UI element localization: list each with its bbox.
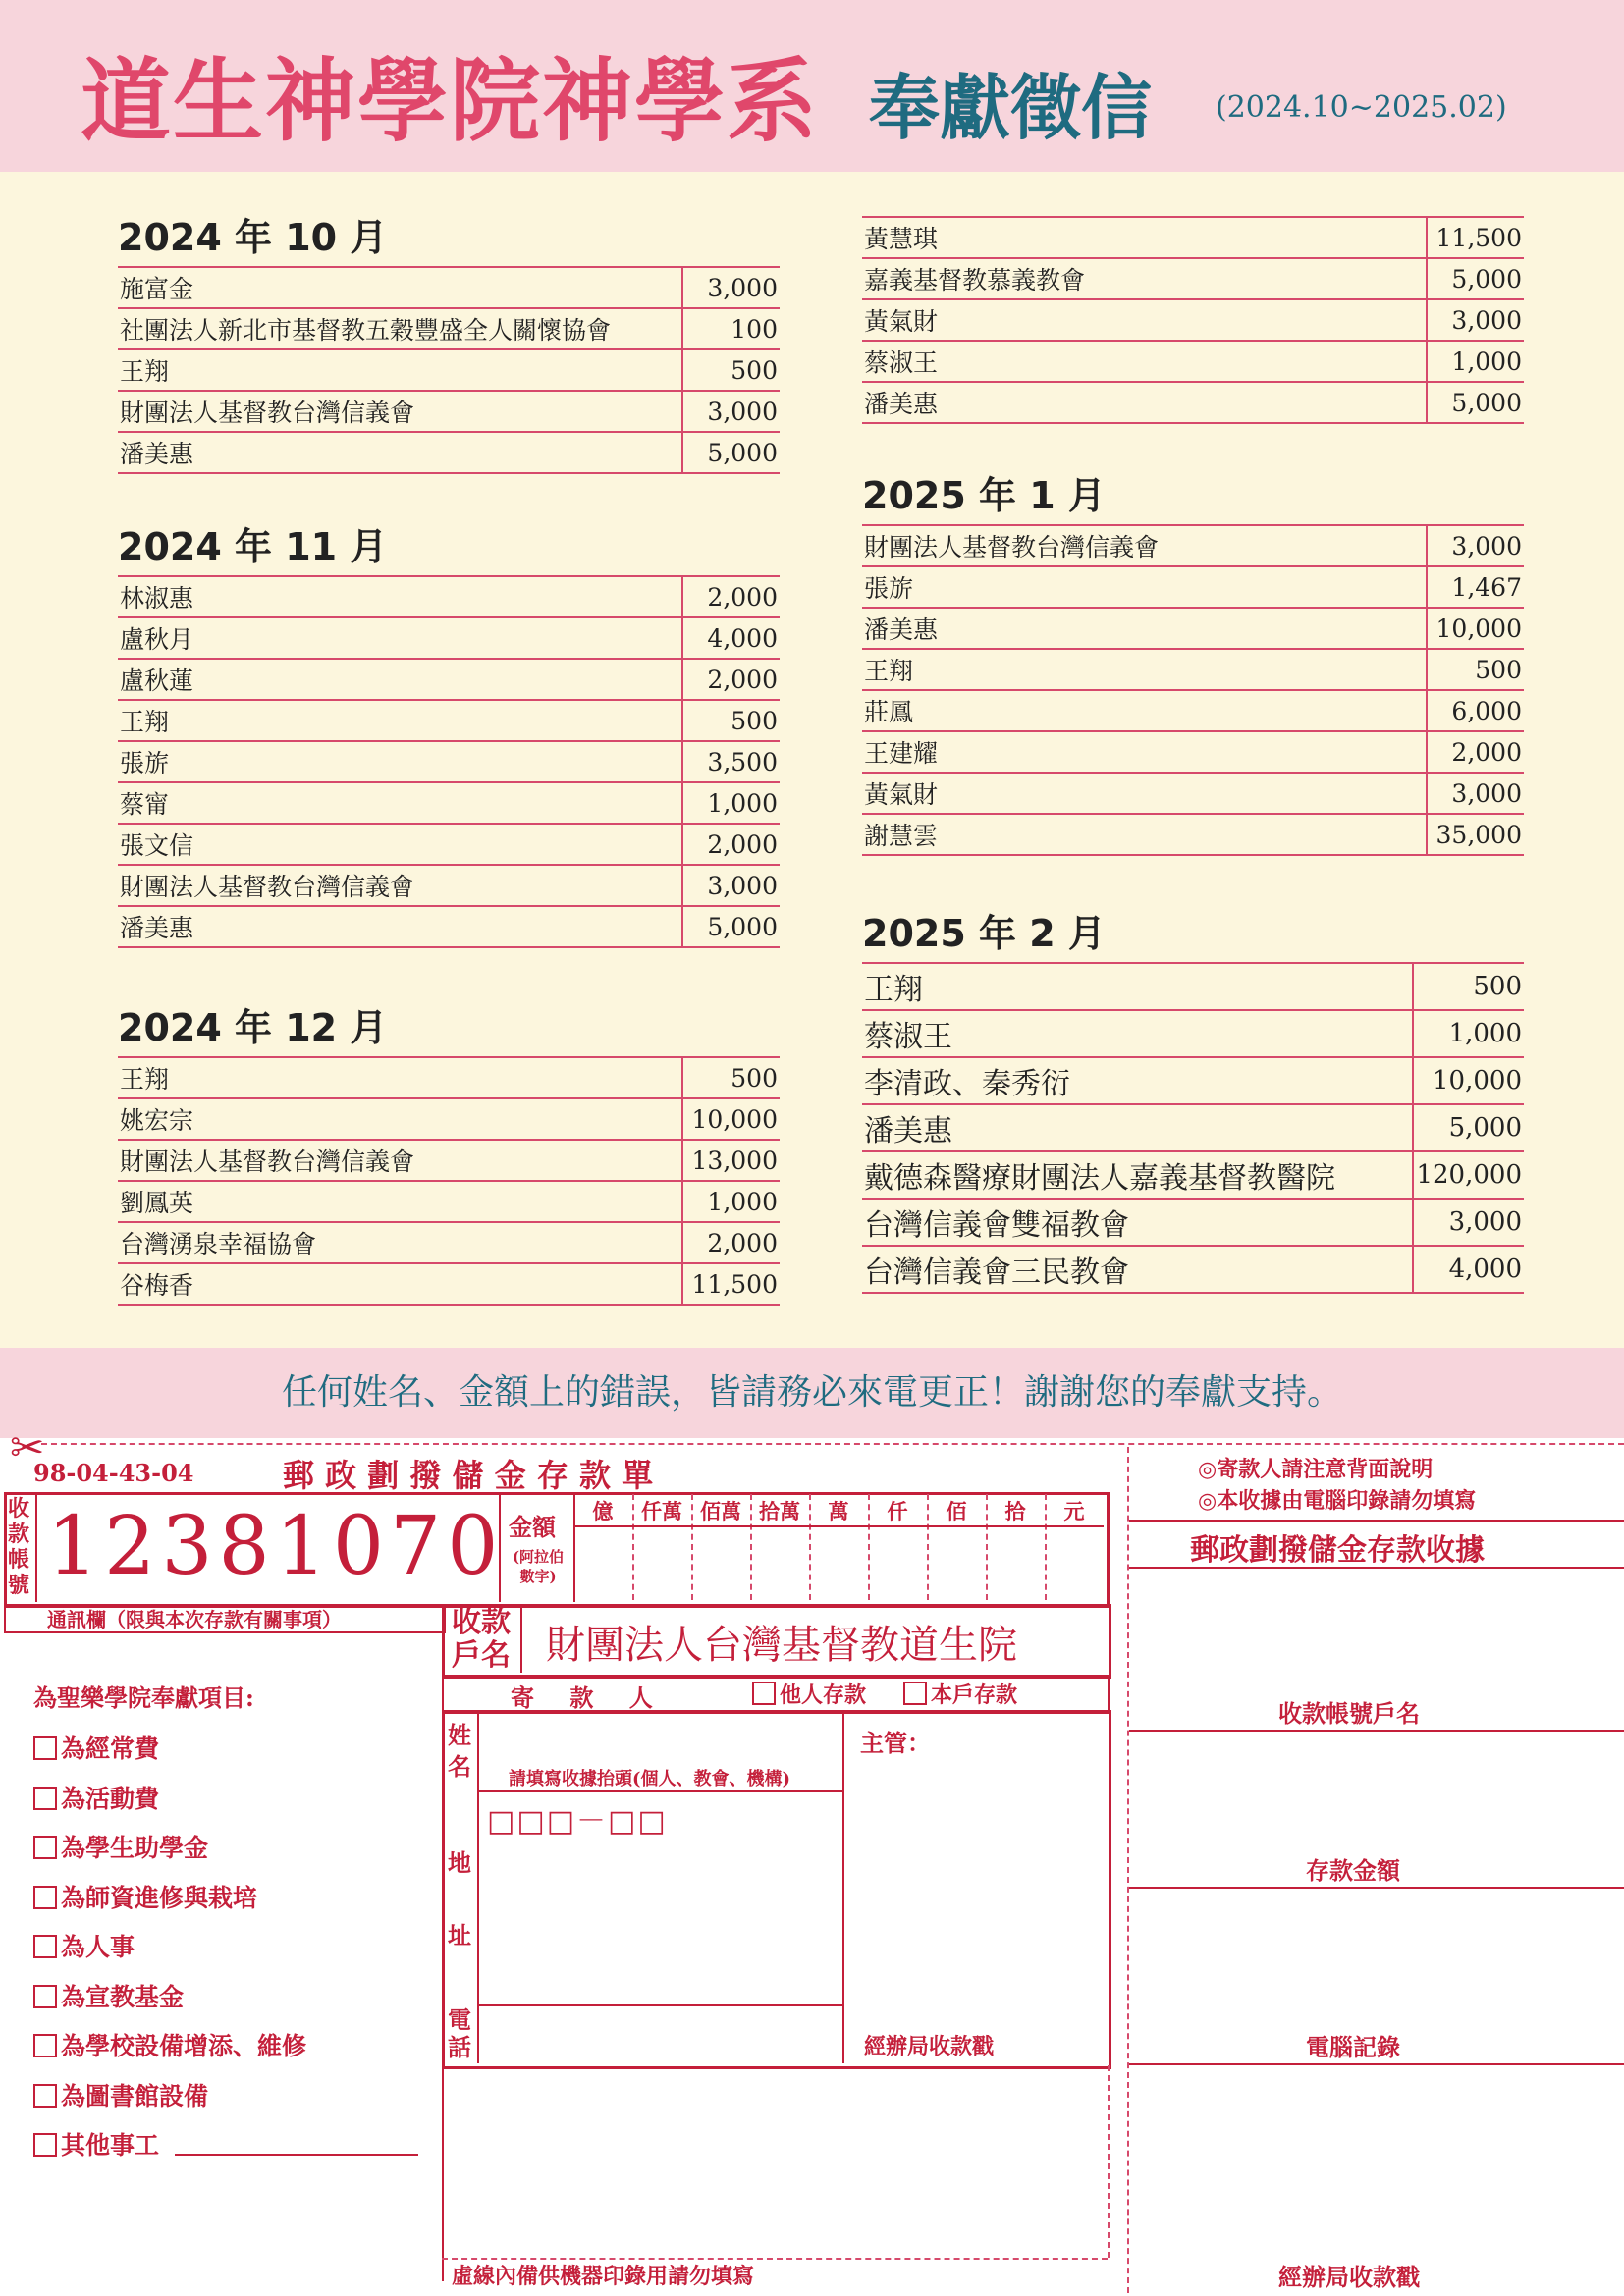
donor-name: 盧秋月	[118, 617, 682, 659]
donor-name: 莊鳳	[862, 690, 1427, 731]
month-section	[862, 216, 1524, 424]
address-divider	[479, 2004, 842, 2006]
date-range: (2024.10~2025.02)	[1216, 90, 1507, 125]
stamp-label: 經辦局收款戳	[864, 2034, 995, 2059]
receipt-amount-label: 存款金額	[1306, 1856, 1400, 1885]
depositor-box	[442, 1710, 1111, 2069]
digit-unit-label: 佰	[946, 1499, 967, 1523]
donation-amount: 100	[682, 308, 780, 349]
donation-row	[862, 608, 1524, 649]
machine-note: 虛線內備供機器印錄用請勿填寫	[452, 2264, 755, 2289]
purpose-label: 為學生助學金	[61, 1834, 209, 1862]
purpose-label: 為宣教基金	[61, 1982, 185, 2011]
donation-amount: 1,000	[682, 782, 780, 824]
amount-digit-cell[interactable]	[927, 1525, 986, 1598]
month-section	[862, 897, 1524, 1294]
supervisor-label: 主管：	[860, 1729, 931, 1757]
donation-row	[118, 700, 780, 741]
digit-divider	[691, 1494, 693, 1600]
receipt-line-1	[1129, 1520, 1624, 1522]
name-divider	[479, 1790, 842, 1792]
donor-name: 張旂	[118, 741, 682, 782]
digit-divider	[750, 1494, 752, 1600]
purpose-checkbox[interactable]	[33, 2084, 57, 2108]
postal-code-boxes[interactable]: □□□－□□	[487, 1804, 668, 1839]
donation-amount: 1,467	[1427, 566, 1524, 608]
digit-unit-label: 億	[592, 1499, 614, 1523]
month-heading: 2024 年 12 月	[118, 1006, 388, 1049]
address-label-2: 址	[448, 1921, 471, 1949]
donation-row	[862, 963, 1524, 1010]
donor-name: 台灣信義會雙福教會	[862, 1199, 1413, 1246]
page-subtitle: 奉獻徵信	[869, 66, 1153, 149]
donation-amount: 10,000	[682, 1098, 780, 1140]
purpose-option[interactable]	[33, 1780, 159, 1815]
month-section	[118, 510, 780, 948]
month-heading: 2024 年 11 月	[118, 525, 388, 568]
digit-unit-label: 佰萬	[700, 1499, 741, 1523]
donation-row	[118, 1181, 780, 1222]
donor-name: 王翔	[118, 349, 682, 391]
donation-row	[118, 1057, 780, 1098]
donation-row	[862, 1151, 1524, 1199]
machine-area-right	[1108, 2065, 1110, 2258]
correction-notice: 任何姓名、金額上的錯誤，皆請務必來電更正！謝謝您的奉獻支持。	[281, 1372, 1342, 1413]
donation-row	[118, 1140, 780, 1181]
donation-row	[118, 1222, 780, 1263]
receipt-line-4	[1129, 1887, 1624, 1889]
amount-digit-cell[interactable]	[986, 1525, 1045, 1598]
donation-amount: 11,500	[1427, 217, 1524, 258]
purpose-option[interactable]	[33, 2077, 208, 2112]
donation-row	[862, 773, 1524, 814]
donation-amount: 2,000	[1427, 731, 1524, 773]
donation-table	[862, 962, 1524, 1294]
donation-row	[862, 258, 1524, 299]
donation-table	[118, 266, 780, 474]
own-deposit-label: 本戶存款	[931, 1682, 1018, 1708]
amount-digit-cell[interactable]	[809, 1525, 868, 1598]
purpose-label: 為經常費	[61, 1735, 160, 1763]
receipt-hint: 請填寫收據抬頭(個人、教會、機構)	[509, 1769, 791, 1789]
donation-row	[862, 217, 1524, 258]
receipt-line-5	[1129, 2063, 1624, 2065]
donor-name: 黃氣財	[862, 299, 1427, 341]
form-code: 98-04-43-04	[33, 1459, 194, 1487]
donation-row	[118, 267, 780, 308]
donation-amount: 11,500	[682, 1263, 780, 1305]
donation-amount: 500	[682, 700, 780, 741]
donation-row	[862, 1199, 1524, 1246]
other-deposit-option[interactable]	[752, 1679, 866, 1709]
donor-name: 王建耀	[862, 731, 1427, 773]
donation-row	[862, 1010, 1524, 1057]
donor-name: 黃氣財	[862, 773, 1427, 814]
donation-row	[118, 308, 780, 349]
payee-name: 財團法人台灣基督教道生院	[546, 1623, 1017, 1668]
account-label-divider	[35, 1494, 37, 1602]
donation-amount: 35,000	[1427, 814, 1524, 855]
donation-row	[862, 341, 1524, 382]
purpose-checkbox[interactable]	[33, 1886, 57, 1909]
receipt-record-label: 電腦記錄	[1306, 2033, 1400, 2061]
donation-amount: 5,000	[1427, 382, 1524, 423]
donation-table	[118, 1056, 780, 1306]
donation-amount: 1,000	[682, 1181, 780, 1222]
digit-unit-label: 拾	[1004, 1499, 1026, 1523]
donor-name: 嘉義基督教慕義教會	[862, 258, 1427, 299]
donation-row	[118, 576, 780, 617]
digit-divider	[927, 1494, 929, 1600]
donation-amount: 500	[1427, 649, 1524, 690]
donor-name: 蔡甯	[118, 782, 682, 824]
receipt-payee-label: 收款帳號戶名	[1278, 1699, 1420, 1728]
donor-name: 謝慧雲	[862, 814, 1427, 855]
donation-amount: 5,000	[1427, 258, 1524, 299]
donor-name: 台灣信義會三民教會	[862, 1246, 1413, 1293]
month-heading: 2025 年 1 月	[862, 474, 1106, 517]
donation-amount: 120,000	[1413, 1151, 1524, 1199]
digit-unit-label: 仟	[887, 1499, 908, 1523]
donor-name: 蔡淑王	[862, 1010, 1413, 1057]
donation-amount: 3,500	[682, 741, 780, 782]
donation-table	[862, 524, 1524, 856]
donor-name: 林淑惠	[118, 576, 682, 617]
account-number: 12381070	[47, 1500, 505, 1593]
purpose-option[interactable]	[33, 1730, 159, 1765]
donor-name: 王翔	[862, 963, 1413, 1010]
donation-amount: 500	[682, 1057, 780, 1098]
purpose-option[interactable]	[33, 2027, 306, 2062]
donor-name: 谷梅香	[118, 1263, 682, 1305]
purpose-option[interactable]	[33, 2126, 159, 2162]
purpose-checkbox[interactable]	[33, 1736, 57, 1760]
donation-row	[862, 1057, 1524, 1104]
donation-row	[862, 1104, 1524, 1151]
donation-amount: 13,000	[682, 1140, 780, 1181]
donation-row	[862, 299, 1524, 341]
donation-amount: 3,000	[1427, 525, 1524, 566]
donation-row	[118, 349, 780, 391]
donation-table	[118, 575, 780, 948]
donation-amount: 10,000	[1427, 608, 1524, 649]
purpose-option[interactable]	[33, 1978, 184, 2013]
donor-name: 潘美惠	[862, 1104, 1413, 1151]
amount-divider	[499, 1494, 501, 1602]
donor-name: 社團法人新北市基督教五穀豐盛全人關懷協會	[118, 308, 682, 349]
donation-row	[118, 659, 780, 700]
donor-name: 張旂	[862, 566, 1427, 608]
purpose-checkbox[interactable]	[33, 1935, 57, 1958]
purpose-checkbox[interactable]	[33, 2034, 57, 2057]
purpose-checkbox[interactable]	[33, 1836, 57, 1859]
donor-name: 黃慧琪	[862, 217, 1427, 258]
donation-amount: 4,000	[682, 617, 780, 659]
donor-name: 王翔	[862, 649, 1427, 690]
purpose-label: 為圖書館設備	[61, 2081, 209, 2110]
name-label: 姓名	[448, 1721, 471, 1781]
other-purpose-line[interactable]	[175, 2154, 418, 2156]
donation-row	[118, 782, 780, 824]
own-deposit-option[interactable]	[903, 1679, 1017, 1709]
donation-amount: 1,000	[1413, 1010, 1524, 1057]
donor-name: 財團法人基督教台灣信義會	[118, 391, 682, 432]
donor-name: 王翔	[118, 1057, 682, 1098]
donor-name: 姚宏宗	[118, 1098, 682, 1140]
digit-divider	[1045, 1494, 1047, 1600]
donation-amount: 10,000	[1413, 1057, 1524, 1104]
donor-name: 潘美惠	[862, 382, 1427, 423]
donor-name: 潘美惠	[118, 432, 682, 473]
purpose-option[interactable]	[33, 1928, 135, 1963]
donation-table	[862, 216, 1524, 424]
donation-amount: 3,000	[682, 267, 780, 308]
donation-amount: 500	[1413, 963, 1524, 1010]
receipt-line-3	[1129, 1730, 1624, 1732]
amount-digit-cell[interactable]	[750, 1525, 809, 1598]
amount-digit-cell[interactable]	[632, 1525, 691, 1598]
purpose-checkbox[interactable]	[33, 1985, 57, 2008]
donor-name: 盧秋蓮	[118, 659, 682, 700]
donor-name: 張文信	[118, 824, 682, 865]
donation-row	[118, 824, 780, 865]
digit-divider	[986, 1494, 988, 1600]
digit-unit-label: 元	[1063, 1499, 1085, 1523]
donation-row	[118, 865, 780, 906]
donation-row	[862, 731, 1524, 773]
amount-label: 金額	[509, 1513, 556, 1541]
memo-label: 通訊欄（限與本次存款有關事項）	[47, 1608, 342, 1631]
payee-label: 收款戶名	[452, 1605, 511, 1673]
month-section	[862, 459, 1524, 856]
purpose-label: 為活動費	[61, 1784, 160, 1813]
account-label: 收款帳號	[8, 1496, 30, 1598]
payee-divider	[520, 1606, 522, 1673]
donation-row	[118, 741, 780, 782]
phone-label: 電話	[448, 2005, 471, 2061]
purpose-title: 為聖樂學院奉獻項目:	[33, 1683, 254, 1712]
donation-amount: 2,000	[682, 1222, 780, 1263]
donor-name: 施富金	[118, 267, 682, 308]
amount-digit-cell[interactable]	[868, 1525, 927, 1598]
purpose-label: 為學校設備增添、維修	[61, 2032, 307, 2060]
donation-row	[118, 1263, 780, 1305]
month-section	[118, 991, 780, 1306]
donation-row	[118, 391, 780, 432]
donation-row	[862, 525, 1524, 566]
donor-name: 財團法人基督教台灣信義會	[118, 1140, 682, 1181]
donor-name: 戴德森醫療財團法人嘉義基督教醫院	[862, 1151, 1413, 1199]
donor-name: 王翔	[118, 700, 682, 741]
amount-sublabel: (阿拉伯數字)	[512, 1548, 565, 1585]
donor-name: 蔡淑王	[862, 341, 1427, 382]
digit-header-line	[573, 1525, 1104, 1527]
purpose-label: 其他事工	[61, 2131, 160, 2160]
receipt-separator	[1127, 1447, 1129, 2293]
depositor-label: 寄 款 人	[511, 1683, 667, 1712]
donation-amount: 5,000	[1413, 1104, 1524, 1151]
donation-amount: 3,000	[1427, 773, 1524, 814]
month-heading: 2025 年 2 月	[862, 912, 1106, 955]
donor-name: 劉鳳英	[118, 1181, 682, 1222]
month-section	[118, 201, 780, 474]
depositor-label-divider	[477, 1712, 479, 2063]
cut-line	[41, 1443, 1624, 1445]
own-deposit-checkbox[interactable]	[903, 1682, 927, 1705]
purpose-label: 為人事	[61, 1933, 135, 1961]
digit-divider	[868, 1494, 870, 1600]
amount-digit-cell[interactable]	[691, 1525, 750, 1598]
other-deposit-label: 他人存款	[780, 1682, 867, 1708]
amount-digit-cell[interactable]	[1045, 1525, 1104, 1598]
receipt-line-2	[1129, 1567, 1624, 1569]
digit-unit-label: 仟萬	[641, 1499, 682, 1523]
receipt-note-1: ◎寄款人請注意背面說明	[1198, 1457, 1434, 1482]
donor-name: 台灣湧泉幸福協會	[118, 1222, 682, 1263]
month-heading: 2024 年 10 月	[118, 216, 388, 259]
donation-amount: 2,000	[682, 659, 780, 700]
purpose-label: 為師資進修與栽培	[61, 1883, 258, 1912]
slip-title: 郵 政 劃 撥 儲 金 存 款 單	[283, 1457, 654, 1494]
donation-row	[862, 566, 1524, 608]
purpose-checkbox[interactable]	[33, 1787, 57, 1810]
digit-unit-label: 拾萬	[759, 1499, 800, 1523]
donation-amount: 500	[682, 349, 780, 391]
donation-amount: 4,000	[1413, 1246, 1524, 1293]
donation-row	[862, 814, 1524, 855]
donor-name: 財團法人基督教台灣信義會	[862, 525, 1427, 566]
digit-divider	[809, 1494, 811, 1600]
receipt-stamp-label: 經辦局收款戳	[1278, 2263, 1420, 2291]
donation-row	[118, 432, 780, 473]
purpose-option[interactable]	[33, 1829, 208, 1864]
amount-digit-cell[interactable]	[573, 1525, 632, 1598]
donor-name: 李清政、秦秀衍	[862, 1057, 1413, 1104]
donation-row	[118, 617, 780, 659]
supervisor-divider	[842, 1712, 844, 2063]
donation-amount: 5,000	[682, 906, 780, 947]
donation-row	[118, 906, 780, 947]
donation-amount: 2,000	[682, 576, 780, 617]
page-title: 道生神學院神學系	[81, 48, 820, 154]
donation-amount: 3,000	[1413, 1199, 1524, 1246]
donation-row	[862, 649, 1524, 690]
receipt-title: 郵政劃撥儲金存款收據	[1190, 1533, 1485, 1568]
donation-amount: 2,000	[682, 824, 780, 865]
purpose-option[interactable]	[33, 1879, 257, 1914]
other-deposit-checkbox[interactable]	[752, 1682, 776, 1705]
digit-unit-label: 萬	[828, 1499, 849, 1523]
donation-row	[118, 1098, 780, 1140]
digit-divider	[632, 1494, 634, 1600]
receipt-note-2: ◎本收據由電腦印錄請勿填寫	[1198, 1488, 1477, 1514]
donation-amount: 5,000	[682, 432, 780, 473]
donor-name: 潘美惠	[118, 906, 682, 947]
scissors-icon: ✂	[10, 1423, 45, 1471]
donation-row	[862, 690, 1524, 731]
donor-name: 財團法人基督教台灣信義會	[118, 865, 682, 906]
purpose-checkbox[interactable]	[33, 2133, 57, 2157]
donation-amount: 3,000	[682, 865, 780, 906]
donation-row	[862, 382, 1524, 423]
donation-amount: 6,000	[1427, 690, 1524, 731]
donation-amount: 3,000	[1427, 299, 1524, 341]
donation-amount: 3,000	[682, 391, 780, 432]
address-label-1: 地	[448, 1848, 471, 1877]
donation-row	[862, 1246, 1524, 1293]
donor-name: 潘美惠	[862, 608, 1427, 649]
donation-amount: 1,000	[1427, 341, 1524, 382]
